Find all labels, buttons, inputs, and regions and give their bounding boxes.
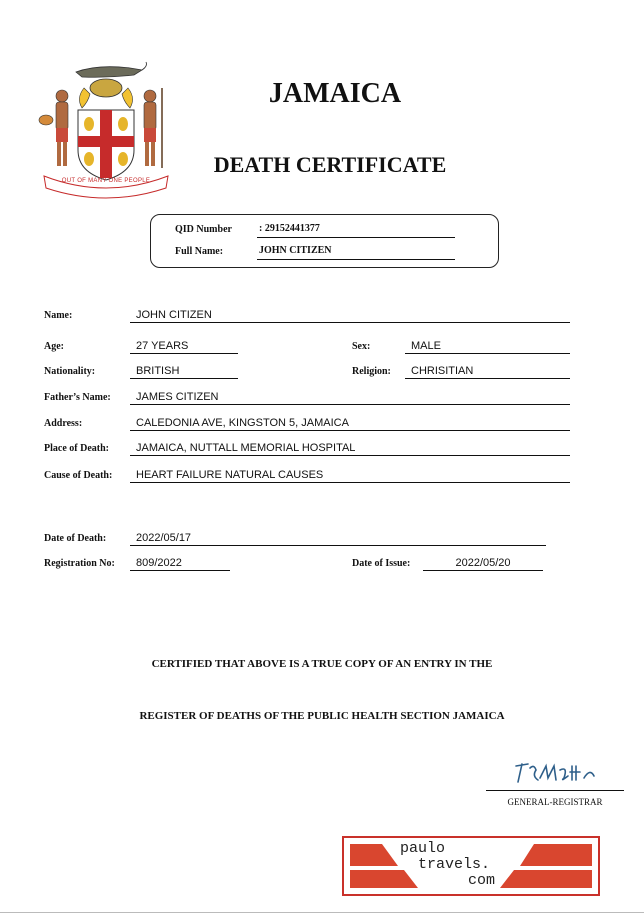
watermark-stamp <box>342 836 600 896</box>
certification-line-2: REGISTER OF DEATHS OF THE PUBLIC HEALTH SECTION JAMAICA <box>139 710 505 722</box>
signature-title: GENERAL-REGISTRAR <box>507 797 603 807</box>
address-value: CALEDONIA AVE, KINGSTON 5, JAMAICA <box>130 416 570 431</box>
age-label: Age: <box>44 341 64 352</box>
coat-of-arms <box>38 58 174 204</box>
name-value: JOHN CITIZEN <box>130 308 570 323</box>
nationality-label: Nationality: <box>44 366 96 377</box>
cause-of-death-label: Cause of Death: <box>44 470 113 481</box>
document-title: DEATH CERTIFICATE <box>213 152 447 177</box>
stamp-line-1: paulo <box>400 840 446 857</box>
place-of-death-label: Place of Death: <box>44 443 109 454</box>
signature-icon <box>510 758 600 788</box>
qid-value: : 29152441377 <box>257 223 455 238</box>
qid-label: QID Number <box>175 224 232 235</box>
place-of-death-value: JAMAICA, NUTTALL MEMORIAL HOSPITAL <box>130 441 570 456</box>
date-of-death-label: Date of Death: <box>44 533 107 544</box>
country-title: JAMAICA <box>268 78 402 109</box>
id-box <box>150 214 499 268</box>
address-label: Address: <box>44 418 83 429</box>
age-value: 27 YEARS <box>130 339 238 354</box>
sex-value: MALE <box>405 339 570 354</box>
stamp-line-2: travels. <box>418 856 491 873</box>
cause-of-death-value: HEART FAILURE NATURAL CAUSES <box>130 468 570 483</box>
stamp-line-3: com <box>468 872 496 889</box>
religion-value: CHRISITIAN <box>405 364 570 379</box>
sex-label: Sex: <box>352 341 371 352</box>
crest-motto: OUT OF MANY ONE PEOPLE <box>61 178 151 184</box>
father-label: Father’s Name: <box>44 392 111 403</box>
date-of-death-value: 2022/05/17 <box>130 531 546 546</box>
fullname-value: JOHN CITIZEN <box>257 245 455 260</box>
registration-value: 809/2022 <box>130 556 230 571</box>
signature <box>510 758 600 788</box>
date-of-issue-label: Date of Issue: <box>352 558 411 569</box>
nationality-value: BRITISH <box>130 364 238 379</box>
name-label: Name: <box>44 310 73 321</box>
father-value: JAMES CITIZEN <box>130 390 570 405</box>
page-bottom-rule <box>0 912 644 913</box>
certification-line-1: CERTIFIED THAT ABOVE IS A TRUE COPY OF AN ENTRY IN THE <box>151 658 493 670</box>
date-of-issue-value: 2022/05/20 <box>423 556 543 571</box>
religion-label: Religion: <box>352 366 391 377</box>
stamp-text <box>384 841 554 889</box>
fullname-label: Full Name: <box>175 246 224 257</box>
signature-line <box>486 790 624 791</box>
registration-label: Registration No: <box>44 558 115 569</box>
